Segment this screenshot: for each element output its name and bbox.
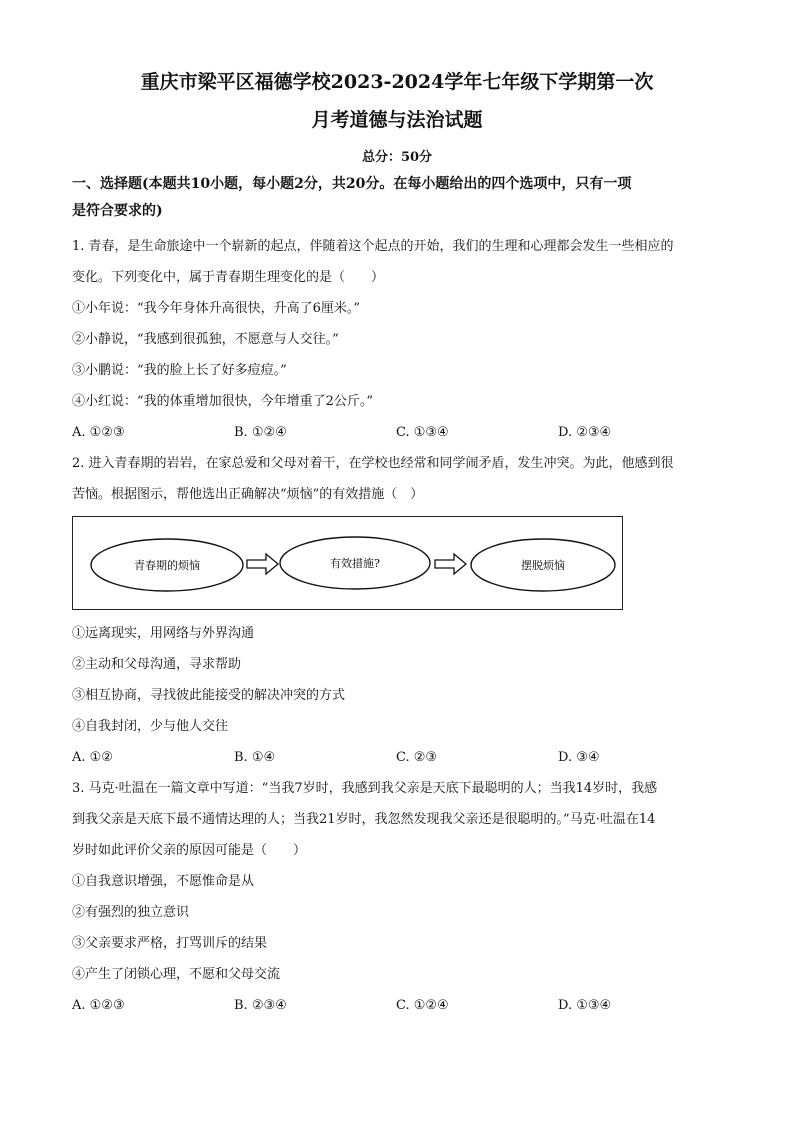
choice-b[interactable]: B. ①②④ <box>234 425 287 440</box>
question-1-item: ③小鹏说：“我的脸上长了好多痘痘。” <box>72 363 287 378</box>
exam-page <box>72 60 722 1021</box>
question-2 <box>72 448 722 773</box>
choice-b[interactable]: B. ②③④ <box>234 998 287 1013</box>
section-heading-line2: 是符合要求的) <box>72 203 163 219</box>
choice-d[interactable]: D. ①③④ <box>558 998 612 1013</box>
question-1-stem-line1: 1. 青春，是生命旅途中一个崭新的起点，伴随着这个起点的开始，我们的生理和心理都会发生一些相应的 <box>72 239 674 254</box>
choice-a[interactable]: A. ①②③ <box>72 998 125 1013</box>
question-3-item: ①自我意识增强，不愿惟命是从 <box>72 874 255 889</box>
choice-d[interactable]: D. ③④ <box>558 750 600 765</box>
question-3-item: ③父亲要求严格，打骂训斥的结果 <box>72 936 268 951</box>
question-3-stem-line1: 3. 马克·吐温在一篇文章中写道：“当我7岁时，我感到我父亲是天底下最聪明的人；当我14岁时，我感 <box>72 781 658 796</box>
choice-a[interactable]: A. ①②③ <box>72 425 125 440</box>
question-2-item: ②主动和父母沟通，寻求帮助 <box>72 657 242 672</box>
choice-a[interactable]: A. ①② <box>72 750 113 765</box>
node-label-2: 有效措施? <box>330 557 380 570</box>
question-2-item: ①远离现实，用网络与外界沟通 <box>72 626 255 641</box>
flow-diagram <box>72 516 623 610</box>
question-2-item: ④自我封闭，少与他人交往 <box>72 719 229 734</box>
choice-b[interactable]: B. ①④ <box>234 750 276 765</box>
choice-c[interactable]: C. ①②④ <box>396 998 449 1013</box>
total-score: 总分：50分 <box>361 150 433 165</box>
choice-d[interactable]: D. ②③④ <box>558 425 612 440</box>
question-1 <box>72 231 722 448</box>
question-1-item: ①小年说：“我今年身体升高很快，升高了6厘米。” <box>72 301 361 316</box>
question-1-item: ④小红说：“我的体重增加很快，今年增重了2公斤。” <box>72 394 374 409</box>
question-3-choices <box>72 990 722 1021</box>
question-3 <box>72 773 722 1021</box>
question-2-stem-line1: 2. 进入青春期的岩岩，在家总爱和父母对着干，在学校也经常和同学闹矛盾，发生冲突。为此，他感到很 <box>72 456 674 471</box>
question-1-stem-line2: 变化。下列变化中，属于青春期生理变化的是（ ） <box>72 270 385 285</box>
flow-diagram-svg <box>73 517 622 609</box>
exam-title-line2: 月考道德与法治试题 <box>311 109 483 131</box>
question-2-stem-line2: 苦恼。根据图示，帮他选出正确解决“烦恼”的有效措施（ ） <box>72 487 424 502</box>
question-3-item: ②有强烈的独立意识 <box>72 905 190 920</box>
arrow-icon <box>247 554 278 574</box>
choice-c[interactable]: C. ①③④ <box>396 425 449 440</box>
node-label-3: 摆脱烦恼 <box>521 559 565 572</box>
question-2-item: ③相互协商，寻找彼此能接受的解决冲突的方式 <box>72 688 346 703</box>
choice-c[interactable]: C. ②③ <box>396 750 438 765</box>
section-heading <box>72 171 722 225</box>
node-label-1: 青春期的烦恼 <box>134 559 200 572</box>
exam-title-line1: 重庆市梁平区福德学校2023-2024学年七年级下学期第一次 <box>140 71 654 93</box>
section-heading-line1: 一、选择题(本题共10小题，每小题2分，共20分。在每小题给出的四个选项中，只有一项 <box>72 176 632 192</box>
question-1-choices <box>72 417 722 448</box>
question-3-stem-line3: 岁时如此评价父亲的原因可能是（ ） <box>72 843 307 858</box>
question-2-choices <box>72 742 722 773</box>
arrow-icon <box>435 554 466 574</box>
question-3-item: ④产生了闭锁心理，不愿和父母交流 <box>72 967 281 982</box>
question-3-stem-line2: 到我父亲是天底下最不通情达理的人；当我21岁时，我忽然发现我父亲还是很聪明的。”马克·吐温在14 <box>72 812 656 827</box>
question-1-item: ②小静说，“我感到很孤独，不愿意与人交往。” <box>72 332 339 347</box>
